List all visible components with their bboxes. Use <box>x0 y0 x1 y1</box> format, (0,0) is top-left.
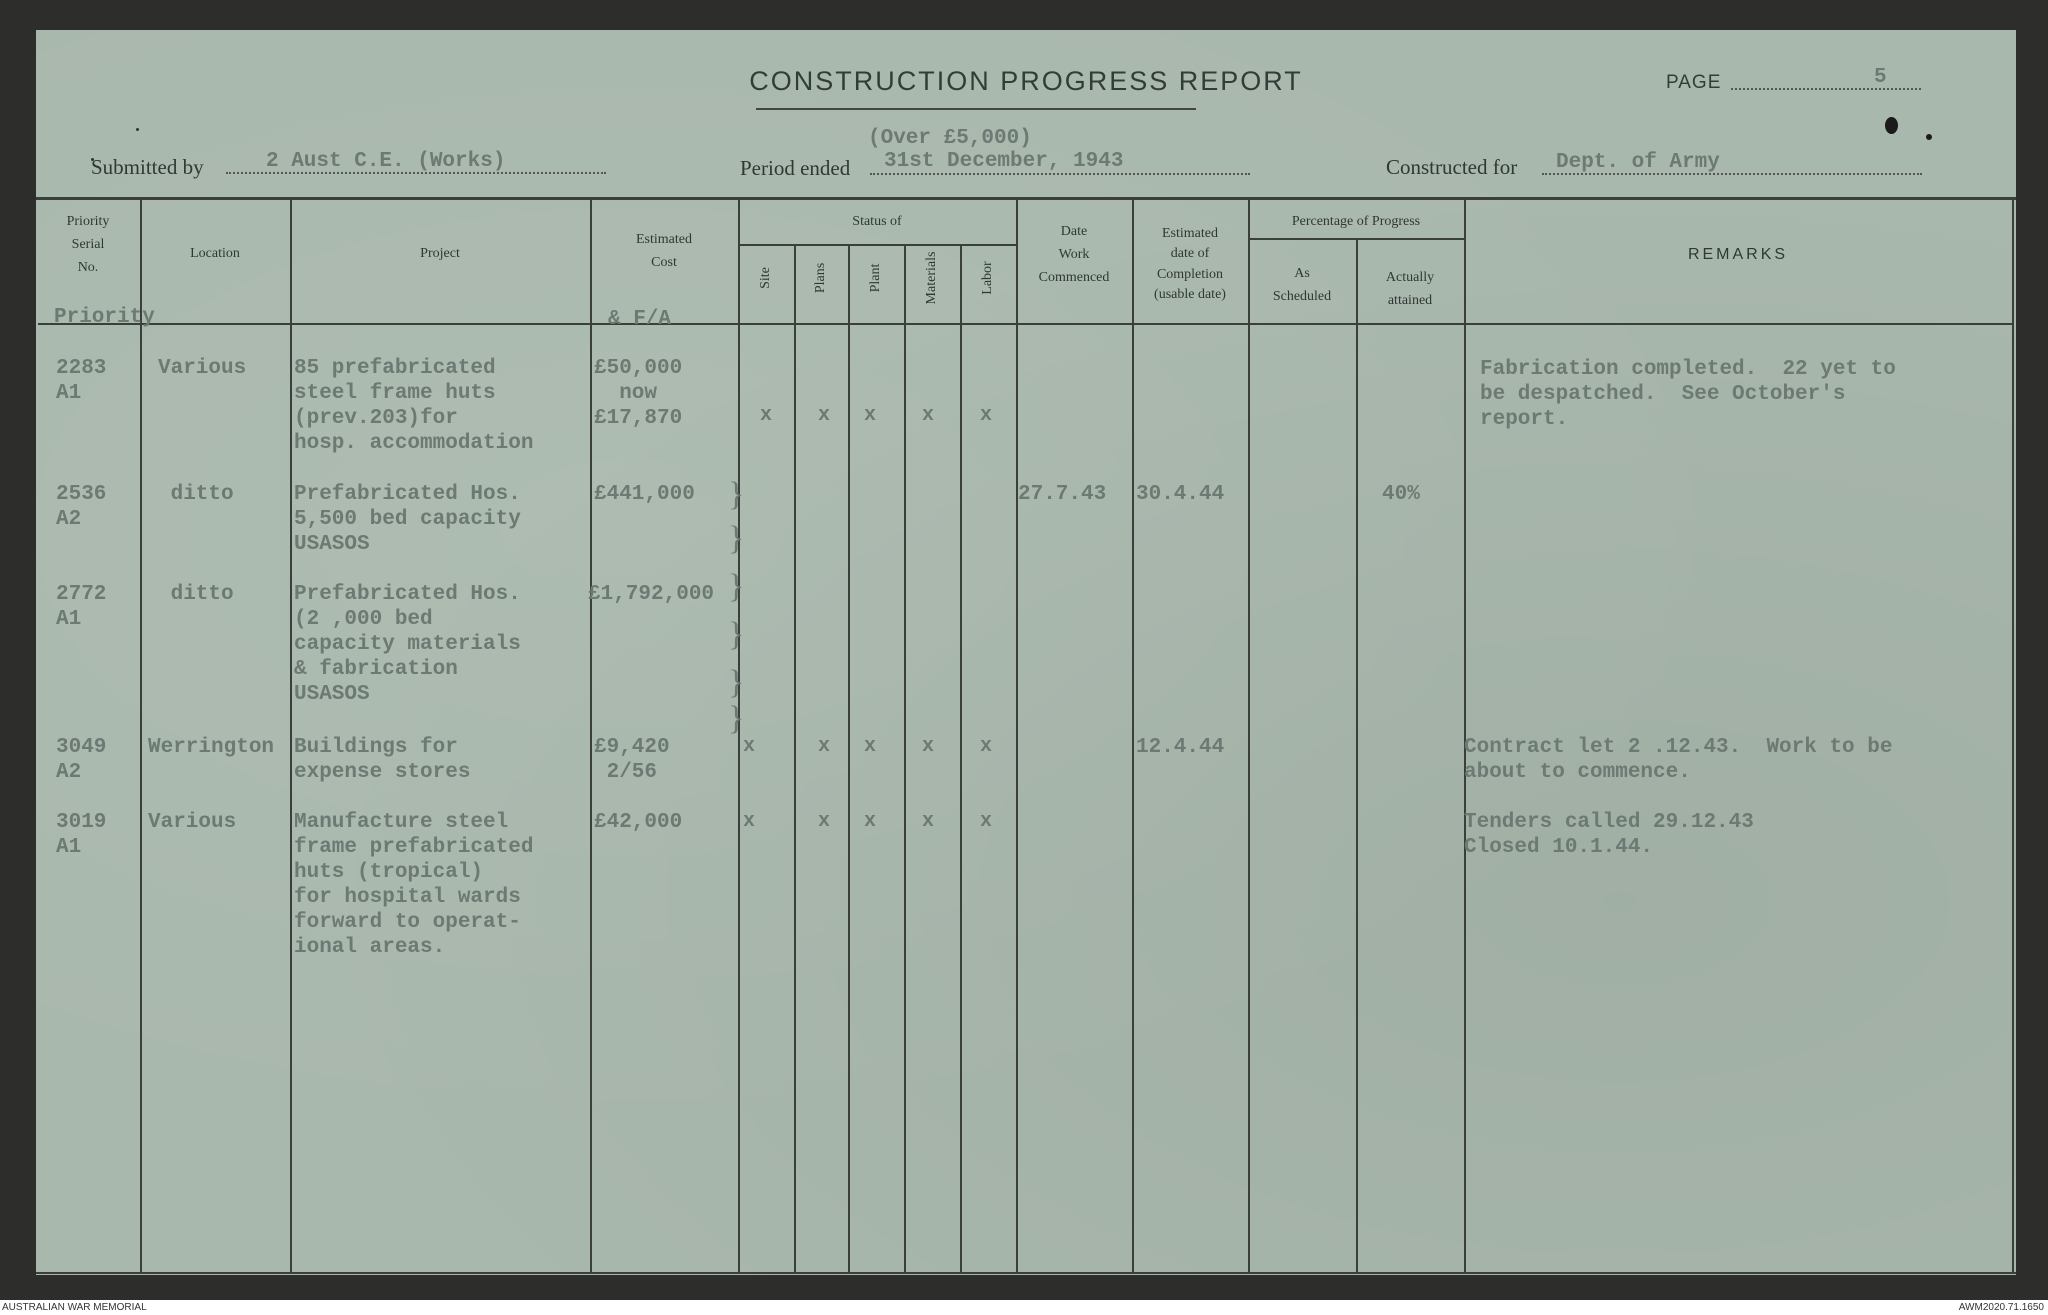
row-completion: 12.4.44 <box>1136 736 1225 759</box>
col-header-labor: Labor <box>980 261 995 295</box>
row-serial: 2772 A1 <box>56 583 107 631</box>
col-divider <box>2012 198 2014 1273</box>
bracket: } <box>728 616 745 653</box>
status-mark-labor: x <box>980 735 993 758</box>
constructed-for-label: Constructed for <box>1386 155 1518 179</box>
status-mark-plant: x <box>864 735 877 758</box>
col-header-project: Project <box>420 246 460 261</box>
status-mark-labor: x <box>980 810 993 833</box>
status-mark-site: x <box>760 404 773 427</box>
ink-stain <box>1926 134 1932 140</box>
archive-name: AUSTRALIAN WAR MEMORIAL <box>2 1302 147 1313</box>
col-header-cost-typed: & F/A <box>608 308 672 331</box>
status-mark-plant: x <box>864 810 877 833</box>
row-serial: 3019 A1 <box>56 811 107 859</box>
page-number: 5 <box>1874 66 1887 89</box>
submitted-by-value: 2 Aust C.E. (Works) <box>266 150 506 173</box>
row-serial: 2283 A1 <box>56 357 107 405</box>
bracket: } <box>728 700 745 737</box>
row-serial: 2536 A2 <box>56 483 107 531</box>
ink-stain <box>1885 117 1898 134</box>
row-cost: £441,000 <box>594 483 695 506</box>
status-mark-plans: x <box>818 404 831 427</box>
row-cost: £50,000 now £17,870 <box>594 357 683 430</box>
row-location: Various <box>148 811 237 834</box>
bracket: } <box>728 520 745 557</box>
col-header-materials: Materials <box>924 251 939 305</box>
col-header-plant: Plant <box>868 263 883 293</box>
row-location: ditto <box>158 483 234 506</box>
col-header-completion: Estimated date of Completion (usable date) <box>1154 226 1226 302</box>
status-mark-labor: x <box>980 404 993 427</box>
status-mark-plans: x <box>818 810 831 833</box>
col-header-as-scheduled: As Scheduled <box>1272 266 1332 305</box>
row-commenced: 27.7.43 <box>1018 483 1107 506</box>
bracket: } <box>728 664 745 701</box>
row-attained: 40% <box>1382 483 1420 506</box>
row-project: Prefabricated Hos. 5,500 bed capacity USASOS <box>294 483 521 556</box>
col-divider <box>140 198 142 1273</box>
col-header-actually-attained: Actually attained <box>1385 270 1435 309</box>
ink-dot <box>136 128 139 131</box>
status-mark-materials: x <box>922 810 935 833</box>
col-divider <box>1016 198 1018 1273</box>
col-divider <box>1132 198 1134 1273</box>
report-title: CONSTRUCTION PROGRESS REPORT <box>749 66 1303 96</box>
row-location: ditto <box>158 583 234 606</box>
col-divider <box>1356 240 1358 1273</box>
col-divider <box>848 246 850 1273</box>
row-location: Werrington <box>148 736 275 759</box>
status-mark-site: x <box>743 735 756 758</box>
row-cost: £9,420 2/56 <box>594 736 670 784</box>
col-header-site: Site <box>758 267 773 289</box>
table-top-rule <box>36 197 2016 200</box>
col-header-priority-typed: Priority <box>54 306 155 329</box>
col-header-percentage: Percentage of Progress <box>1291 214 1421 229</box>
col-divider <box>1248 198 1250 1273</box>
col-header-plans: Plans <box>813 262 828 294</box>
period-ended-value: 31st December, 1943 <box>884 150 1124 173</box>
row-remarks: Tenders called 29.12.43 Closed 10.1.44. <box>1464 811 1754 859</box>
row-completion: 30.4.44 <box>1136 483 1225 506</box>
col-divider <box>590 198 592 1273</box>
archive-id: AWM2020.71.1650 <box>1958 1302 2044 1313</box>
col-header-cost: Estimated Cost <box>636 232 692 271</box>
col-header-priority: Priority Serial No. <box>66 214 110 276</box>
col-divider <box>960 246 962 1273</box>
status-mark-site: x <box>743 810 756 833</box>
submitted-by-label: Submitted by <box>91 155 204 179</box>
col-divider <box>794 246 796 1273</box>
table-bottom-rule <box>36 1272 2016 1274</box>
status-mark-plant: x <box>864 404 877 427</box>
bracket: } <box>728 568 745 605</box>
constructed-for-value: Dept. of Army <box>1556 151 1720 174</box>
col-header-location: Location <box>190 246 240 261</box>
col-header-status-of: Status of <box>852 214 902 229</box>
status-mark-materials: x <box>922 735 935 758</box>
row-project: 85 prefabricated steel frame huts (prev.203)for hosp. accommodation <box>294 357 534 455</box>
report-sheet <box>36 30 2016 1275</box>
status-mark-materials: x <box>922 404 935 427</box>
row-cost: £42,000 <box>594 811 683 834</box>
row-location: Various <box>158 357 247 380</box>
row-remarks: Fabrication completed. 22 yet to be despatched. See October's report. <box>1480 358 1896 431</box>
col-header-date-commenced: Date Work Commenced <box>1038 224 1110 286</box>
page-label: PAGE <box>1666 72 1722 93</box>
report-subtitle: (Over £5,000) <box>868 127 1032 150</box>
bracket: } <box>728 476 745 513</box>
row-serial: 3049 A2 <box>56 736 107 784</box>
period-ended-label: Period ended <box>740 156 851 180</box>
row-project: Buildings for expense stores <box>294 736 471 784</box>
status-mark-plans: x <box>818 735 831 758</box>
title-underline <box>756 108 1196 110</box>
col-divider <box>904 246 906 1273</box>
row-project: Manufacture steel frame prefabricated huts (tropical) for hospital wards forward to operat- ional areas. <box>294 811 534 959</box>
header-bottom-rule <box>38 323 2012 325</box>
row-remarks: Contract let 2 .12.43. Work to be about to commence. <box>1464 736 1893 784</box>
percentage-subheader-rule <box>1248 238 1464 240</box>
archive-footer <box>0 1300 2048 1315</box>
col-divider <box>290 198 292 1273</box>
page-dotted-line <box>1731 88 1921 90</box>
row-cost: £1,792,000 <box>588 583 715 606</box>
row-project: Prefabricated Hos. (2 ,000 bed capacity materials & fabrication USASOS <box>294 583 521 706</box>
col-header-remarks: REMARKS <box>1687 246 1789 263</box>
